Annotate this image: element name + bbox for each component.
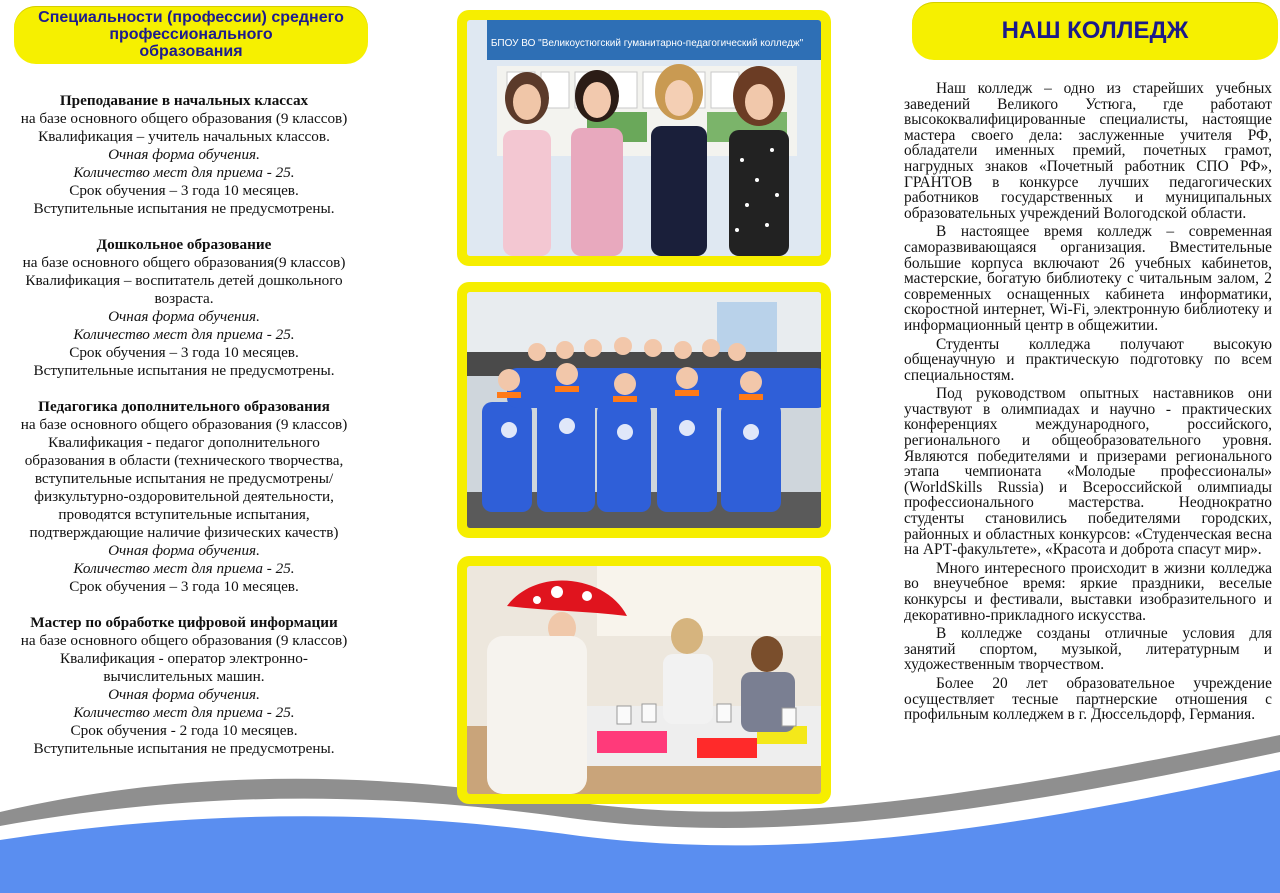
specialty-line: на базе основного общего образования(9 классов) [22, 254, 346, 271]
specialty-line: Очная форма обучения. [108, 146, 260, 163]
specialty-line: физкультурно-оздоровительной деятельности, [34, 488, 334, 505]
specialty-line: Очная форма обучения. [108, 308, 260, 325]
college-paragraph: Много интересного происходит в жизни колледжа во внеучебное время: яркие праздники, веселые конкурсы и фестивали, выставки изобразительного и декоративно-прикладного искусства. [904, 559, 1272, 624]
specialty-line: Количество мест для приема - 25. [73, 560, 295, 577]
specialty-line: Срок обучения – 3 года 10 месяцев. [69, 344, 299, 361]
specialty-line: Срок обучения - 2 года 10 месяцев. [70, 722, 298, 739]
specialty-line: на базе основного общего образования (9 классов) [20, 416, 348, 433]
photo-frame-3 [457, 556, 831, 804]
photo-students-group [467, 292, 821, 528]
specialty-line: образования в области (технического творчества, [24, 452, 344, 469]
specialty-line: Количество мест для приема - 25. [73, 326, 295, 343]
college-paragraph: Студенты колледжа получают высокую общенаучную и практическую подготовку по всем специальностям. [904, 335, 1272, 384]
specialties-header-line: образования [139, 43, 243, 60]
specialties-header [14, 6, 368, 64]
specialty-line: возраста. [154, 290, 214, 307]
college-paragraph: Более 20 лет образовательное учреждение осуществляет тесные партнерские отношения с профильным колледжем в г. Дюссельдорф, Германия. [904, 674, 1272, 724]
specialty-line: на базе основного общего образования (9 классов) [20, 632, 348, 649]
photo-frame-1 [457, 10, 831, 266]
photo-four-students [467, 20, 821, 256]
specialty-title: Дошкольное образование [96, 236, 272, 253]
specialties-header-line: Специальности (профессии) среднего [38, 9, 344, 26]
specialty-block [0, 398, 368, 596]
specialty-line: Очная форма обучения. [108, 542, 260, 559]
specialty-line: Срок обучения – 3 года 10 месяцев. [69, 578, 299, 595]
specialty-line: вычислительных машин. [103, 668, 265, 685]
specialty-line: Квалификация - оператор электронно- [60, 650, 308, 667]
specialty-line: Количество мест для приема - 25. [73, 164, 295, 181]
photo-children-crafts [467, 566, 821, 794]
photo-frame-2 [457, 282, 831, 538]
specialty-block [0, 614, 368, 758]
specialties-header-line: профессионального [109, 26, 273, 43]
specialties-list [0, 92, 368, 776]
college-paragraph: В настоящее время колледж – современная саморазвивающаяся организация. Вместительные большие корпуса включают 26 учебных кабинетов, мастерские, богатую библиотеку с читальным залом, 2 современных оснащенных кабинета информатики, скоростной интернет, Wi-Fi, электронную библиотеку и информационный центр в общежитии. [904, 223, 1272, 334]
college-paragraph: Под руководством опытных наставников они участвуют в олимпиадах и научно - практических конференциях международного, российского, регионального и общеобразовательного уровня. Являются победителями и призерами регионального этапа чемпионата «Молодые профессионалы» (WorldSkills Russia) и Всероссийской олимпиады профессионального мастерства. Неоднократно студенты становились победителями городских, районных и областных конкурсов: «Студенческая весна на АРТ-факультете», «Красота и доброта спасут мир». [904, 385, 1272, 559]
specialty-line: Срок обучения – 3 года 10 месяцев. [69, 182, 299, 199]
college-description [904, 81, 1272, 726]
college-header: НАШ КОЛЛЕДЖ [912, 2, 1278, 60]
college-paragraph: В колледже созданы отличные условия для занятий спортом, музыкой, литературным и художественным творчеством. [904, 625, 1272, 674]
specialty-line: на базе основного общего образования (9 классов) [20, 110, 348, 127]
specialty-line: проводятся вступительные испытания, [58, 506, 310, 523]
specialty-line: Количество мест для приема - 25. [73, 704, 295, 721]
specialty-line: Квалификация – воспитатель детей дошкольного [25, 272, 343, 289]
specialty-title: Мастер по обработке цифровой информации [30, 614, 338, 631]
specialty-block [0, 92, 368, 218]
specialty-line: Очная форма обучения. [108, 686, 260, 703]
specialty-block [0, 236, 368, 380]
specialty-line: Вступительные испытания не предусмотрены. [33, 200, 335, 217]
specialty-line: Квалификация - педагог дополнительного [48, 434, 320, 451]
specialty-line: вступительные испытания не предусмотрены/ [34, 470, 334, 487]
college-banner-text: БПОУ ВО "Великоустюгский гуманитарно-педагогический колледж" [490, 38, 804, 49]
specialty-title: Педагогика дополнительного образования [38, 398, 330, 415]
specialty-title: Преподавание в начальных классах [59, 92, 309, 109]
specialty-line: Вступительные испытания не предусмотрены. [33, 362, 335, 379]
college-paragraph: Наш колледж – одно из старейших учебных заведений Великого Устюга, где работают высококвалифицированные специалисты, настоящие мастера своего дела: заслуженные учителя РФ, обладатели именных премий, почетных грамот, нагрудных знаков «Почетный работник СПО РФ», ГРАНТОВ в конкурсе лучших педагогических работников государственных и муниципальных образовательных учреждений Вологодской области. [904, 80, 1272, 222]
specialty-line: Квалификация – учитель начальных классов. [38, 128, 330, 145]
specialty-line: подтверждающие наличие физических качеств) [29, 524, 339, 541]
specialty-line: Вступительные испытания не предусмотрены. [33, 740, 335, 757]
